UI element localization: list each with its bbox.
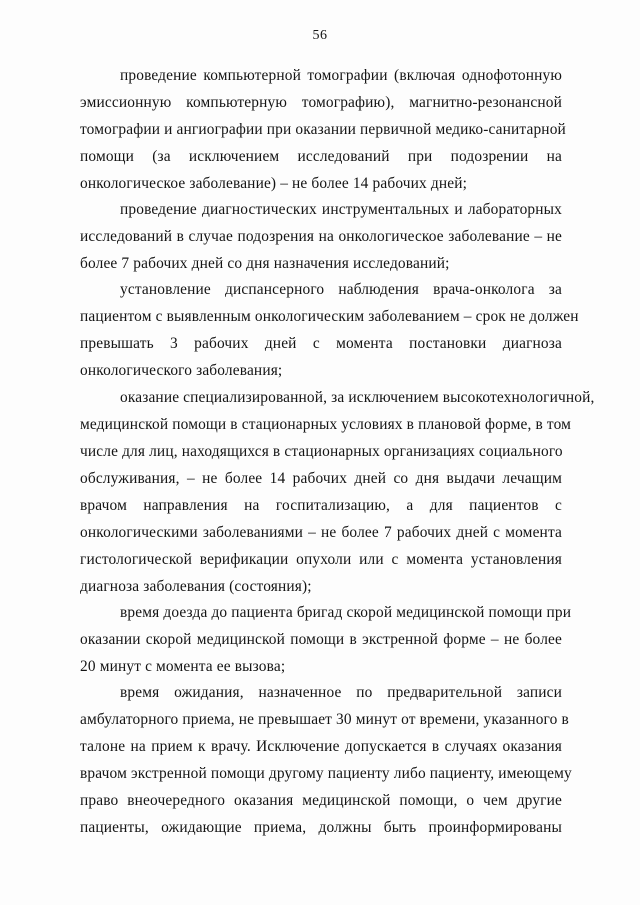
paragraph-line: амбулаторного приема, не превышает 30 минут от времени, указанного в [80,711,569,728]
paragraph [80,276,579,384]
paragraph-line: проведение компьютерной томографии (включая однофотонную [120,67,562,84]
paragraph-line: время доезда до пациента бригад скорой медицинской помощи при [120,604,572,621]
paragraph-line: диагноза заболевания (состояния); [80,578,312,595]
paragraph-line: онкологическими заболеваниями – не более 7 рабочих дней с момента [80,524,562,541]
paragraph-line: томографии и ангиографии при оказании первичной медико-санитарной [80,121,566,138]
paragraph-line: пациенты, ожидающие приема, должны быть проинформированы [80,819,562,836]
paragraph-line: онкологического заболевания; [80,362,283,379]
paragraph-line: исследований в случае подозрения на онкологическое заболевание – не [80,228,562,245]
paragraph-line: обслуживания, – не более 14 рабочих дней со дня выдачи лечащим [80,470,562,487]
paragraph [80,62,566,197]
page-number: 56 [312,28,328,43]
paragraph-line: установление диспансерного наблюдения врача-онколога за [120,281,562,298]
paragraph-line: гистологической верификации опухоли или с момента установления [80,551,562,568]
paragraph-line: числе для лиц, находящихся в стационарных организациях социального [80,443,563,460]
paragraph-line: время ожидания, назначенное по предварительной записи [120,684,562,701]
paragraph-line: врачом направления на госпитализацию, а для пациентов с [80,497,562,514]
paragraph-line: талоне на прием к врачу. Исключение допускается в случаях оказания [80,738,562,755]
paragraph-line: врачом экстренной помощи другому пациенту либо пациенту, имеющему [80,765,572,782]
paragraph-line: превышать 3 рабочих дней с момента постановки диагноза [80,335,562,352]
paragraph-line: оказании скорой медицинской помощи в экстренной форме – не более [80,631,562,648]
paragraph-line: 20 минут с момента ее вызова; [80,658,286,675]
paragraph-line: медицинской помощи в стационарных условиях в плановой форме, в том [80,416,572,433]
paragraph-line: эмиссионную компьютерную томографию), магнитно-резонансной [80,94,562,111]
paragraph [80,599,572,680]
paragraph-line: право внеочередного оказания медицинской помощи, о чем другие [80,792,562,809]
paragraph [80,196,562,277]
paragraph-line: оказание специализированной, за исключением высокотехнологичной, [120,389,595,406]
paragraph-line: онкологическое заболевание) – не более 14 рабочих дней; [80,175,468,192]
paragraph-line: проведение диагностических инструментальных и лабораторных [120,201,562,218]
paragraph-line: пациентом с выявленным онкологическим заболеванием – срок не должен [80,308,579,325]
paragraph [80,384,595,600]
paragraph-line: более 7 рабочих дней со дня назначения исследований; [80,255,450,272]
paragraph-line: помощи (за исключением исследований при подозрении на [80,148,562,165]
paragraph [80,679,572,841]
